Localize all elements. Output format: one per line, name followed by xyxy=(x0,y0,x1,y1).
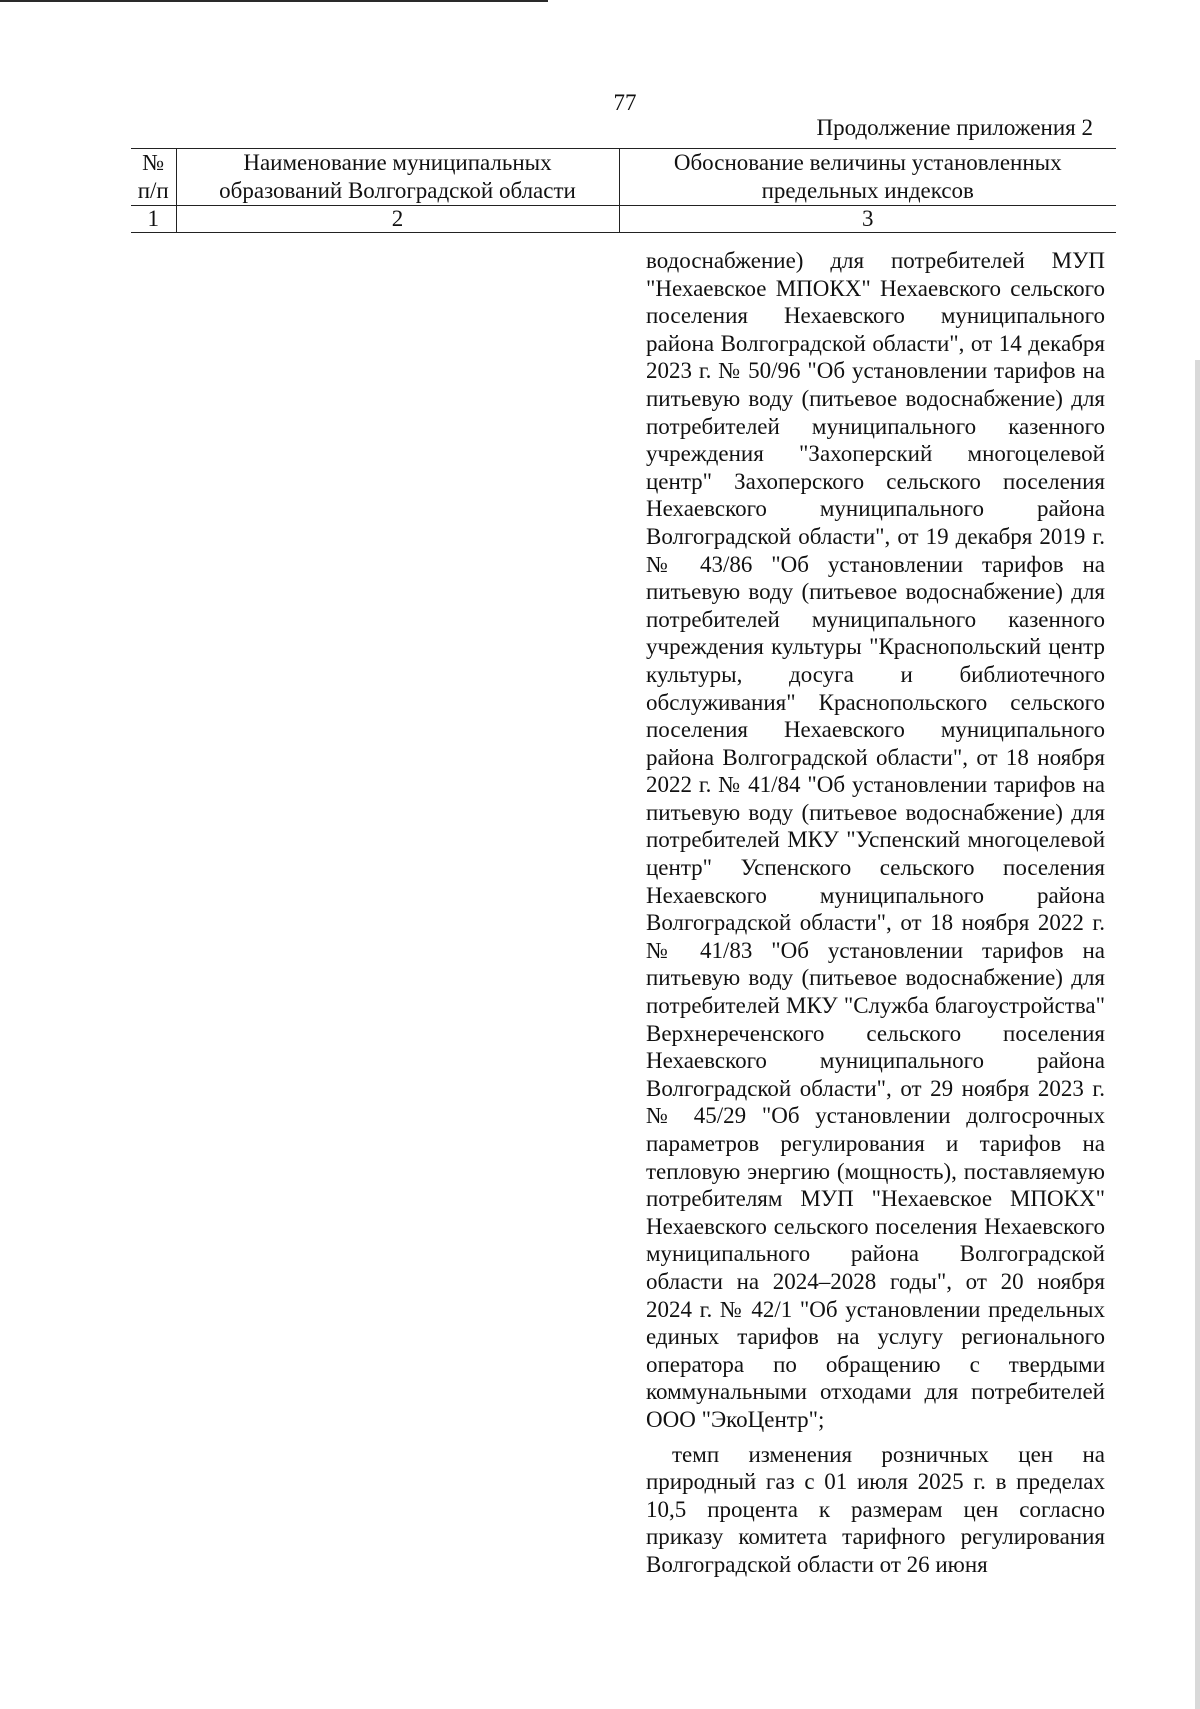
top-rule xyxy=(0,0,548,2)
column-number-2: 2 xyxy=(176,206,619,233)
scan-edge xyxy=(1195,360,1200,1709)
column-number-3: 3 xyxy=(619,206,1116,233)
header-number: № п/п xyxy=(131,149,176,206)
header-municipality: Наименование муниципальных образований Волгоградской области xyxy=(176,149,619,206)
paragraph: водоснабжение) для потребителей МУП "Нехаевское МПОКХ" Нехаевского сельского поселения Нехаевского муниципального района Волгоградской области", от 14 декабря 2023 г. № 50/96 "Об установлении тарифов на питьевую воду (питьевое водоснабжение) для потребителей муниципального казенного учреждения "Захоперский многоцелевой центр" Захоперского сельского поселения Нехаевского муниципального района Волгоградской области", от 19 декабря 2019 г. № 43/86 "Об установлении тарифов на питьевую воду (питьевое водоснабжение) для потребителей муниципального казенного учреждения культуры "Краснопольский центр культуры, досуга и библиотечного обслуживания" Краснопольского сельского поселения Нехаевского муниципального района Волгоградской области", от 18 ноября 2022 г. № 41/84 "Об установлении тарифов на питьевую воду (питьевое водоснабжение) для потребителей МКУ "Успенский многоцелевой центр" Успенского сельского поселения Нехаевского муниципального района Волгоградской области", от 18 ноября 2022 г. № 41/83 "Об установлении тарифов на питьевую воду (питьевое водоснабжение) для потребителей МКУ "Служба благоустройства" Верхнереченского сельского поселения Нехаевского муниципального района Волгоградской области", от 29 ноября 2023 г. № 45/29 "Об установлении долгосрочных параметров регулирования и тарифов на тепловую энергию (мощность), поставляемую потребителям МУП "Нехаевское МПОКХ" Нехаевского сельского поселения Нехаевского муниципального района Волгоградской области на 2024–2028 годы", от 20 ноября 2024 г. № 42/1 "Об установлении предельных единых тарифов на услугу регионального оператора по обращению с твердыми коммунальными отходами для потребителей ООО "ЭкоЦентр"; xyxy=(646,248,1105,1432)
continuation-label: Продолжение приложения 2 xyxy=(816,115,1093,140)
header-table xyxy=(131,148,1116,233)
justification-text xyxy=(646,247,1105,1579)
header-row xyxy=(131,149,1116,206)
column-number-row xyxy=(131,206,1116,233)
paragraph: темп изменения розничных цен на природный газ с 01 июля 2025 г. в пределах 10,5 процента к размерам цен согласно приказу комитета тарифного регулирования Волгоградской области от 26 июня xyxy=(646,1441,1105,1577)
header-justification: Обоснование величины установленных предельных индексов xyxy=(619,149,1116,206)
column-number-1: 1 xyxy=(131,206,176,233)
page-number: 77 xyxy=(613,90,637,115)
